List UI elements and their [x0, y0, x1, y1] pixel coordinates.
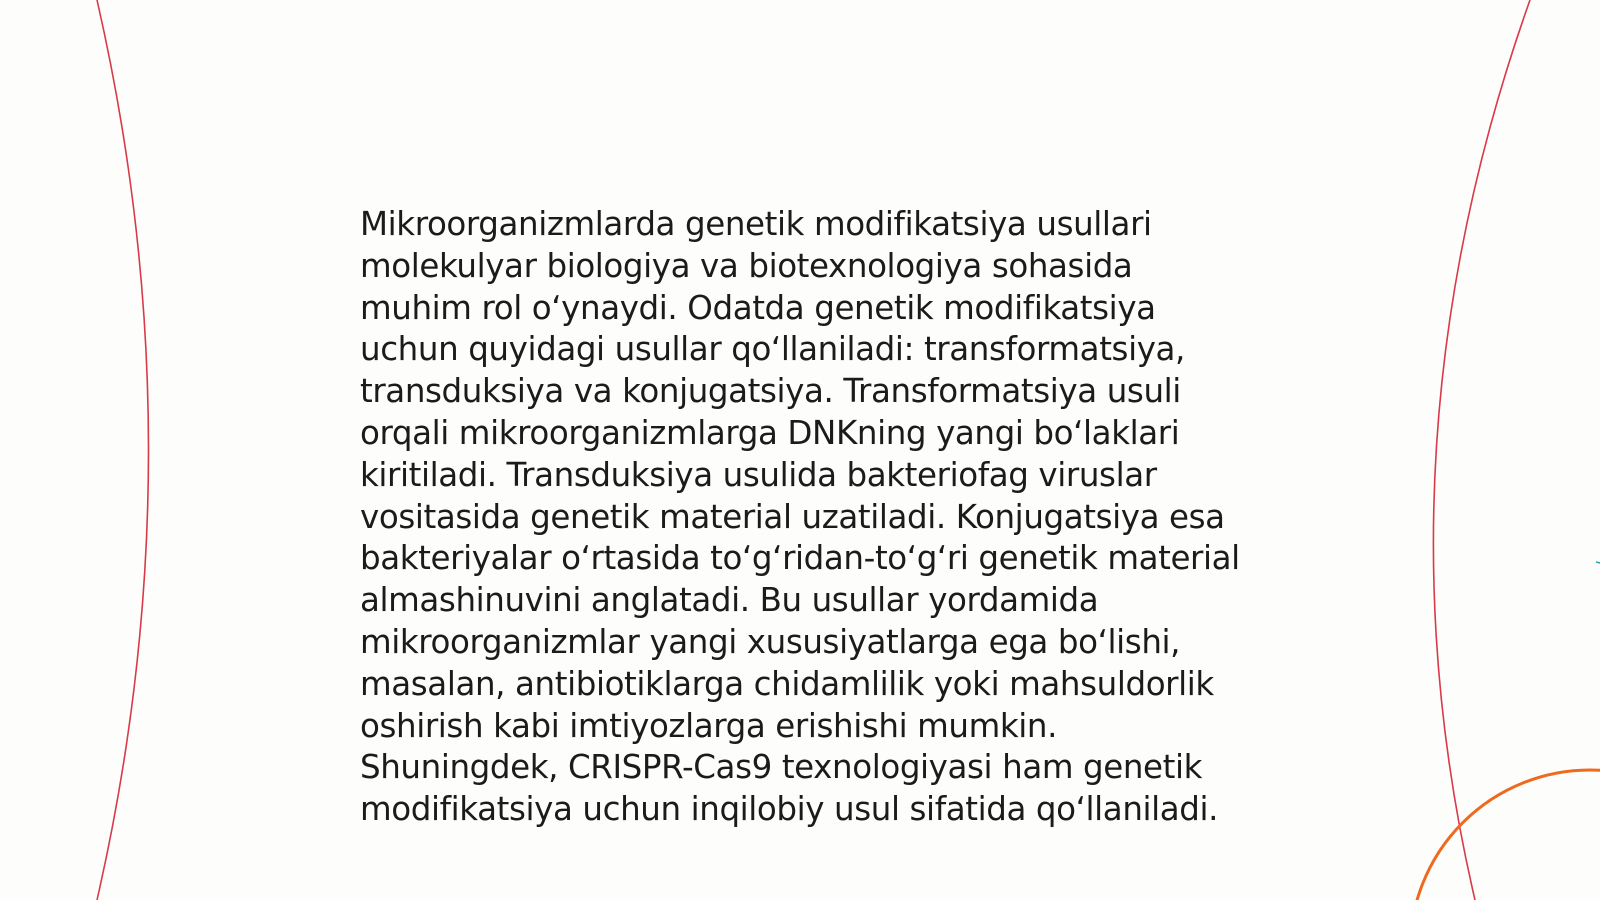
paragraph-line: oshirish kabi imtiyozlarga erishishi mumkin. [360, 706, 1058, 745]
paragraph-line: Mikroorganizmlarda genetik modifikatsiya usullari [360, 205, 1152, 243]
paragraph-line: kiritiladi. Transduksiya usulida bakteriofag viruslar [360, 455, 1157, 494]
paragraph-line: vositasida genetik material uzatiladi. Konjugatsiya esa [360, 497, 1225, 536]
left-curve [97, 0, 149, 900]
teal-accent-mark [1596, 562, 1600, 563]
paragraph-line: orqali mikroorganizmlarga DNKning yangi boʻlaklari [360, 413, 1180, 452]
paragraph-line: uchun quyidagi usullar qoʻllaniladi: transformatsiya, [360, 330, 1185, 369]
paragraph-line: muhim rol oʻynaydi. Odatda genetik modifikatsiya [360, 288, 1156, 327]
paragraph-line: bakteriyalar oʻrtasida toʻgʻridan-toʻgʻri genetik material [360, 539, 1240, 578]
paragraph-line: masalan, antibiotiklarga chidamlilik yoki mahsuldorlik [360, 664, 1214, 703]
paragraph-line: molekulyar biologiya va biotexnologiya sohasida [360, 246, 1133, 285]
paragraph-line: almashinuvini anglatadi. Bu usullar yordamida [360, 581, 1099, 620]
paragraph-line: Shuningdek, CRISPR-Cas9 texnologiyasi ham genetik [360, 748, 1203, 787]
paragraph-line: modifikatsiya uchun inqilobiy usul sifatida qoʻllaniladi. [360, 790, 1219, 829]
body-paragraph [360, 204, 1260, 831]
orange-circle [1410, 770, 1600, 900]
paragraph-line: transduksiya va konjugatsiya. Transformatsiya usuli [360, 372, 1181, 411]
right-curve [1433, 0, 1530, 900]
paragraph-line: mikroorganizmlar yangi xususiyatlarga ega boʻlishi, [360, 622, 1181, 661]
